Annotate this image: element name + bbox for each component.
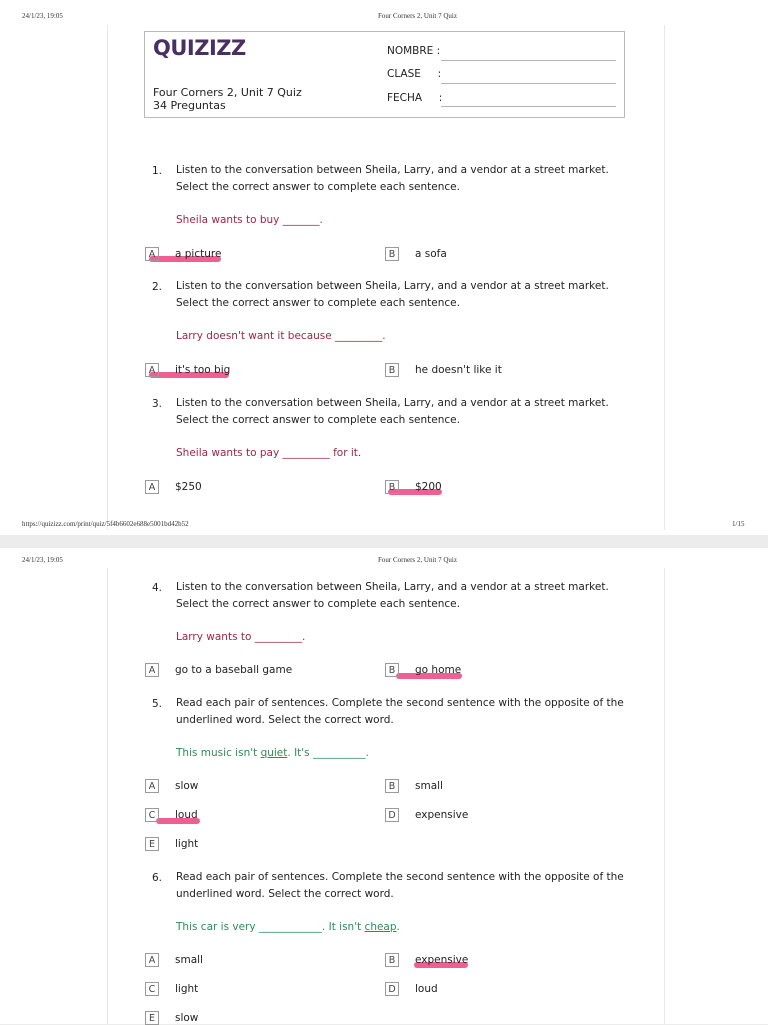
option-c[interactable] <box>145 982 198 996</box>
clase-input-line[interactable] <box>441 83 616 84</box>
option-letter: E <box>145 837 159 851</box>
question-number: 6. <box>152 872 163 884</box>
question-prompt: Sheila wants to pay _________ for it. <box>176 447 362 459</box>
question-count: 34 Preguntas <box>153 99 226 112</box>
question-prompt: Sheila wants to buy _______. <box>176 214 323 226</box>
option-letter: A <box>145 363 159 377</box>
question-prompt <box>176 747 369 759</box>
option-letter: B <box>385 953 399 967</box>
underlined-word: cheap <box>364 921 397 933</box>
option-letter: B <box>385 363 399 377</box>
question-number: 3. <box>152 398 163 410</box>
option-b[interactable] <box>385 480 442 494</box>
question-number: 5. <box>152 698 163 710</box>
print-doc-title: Four Corners 2, Unit 7 Quiz <box>378 556 457 564</box>
option-letter: A <box>145 663 159 677</box>
option-text: expensive <box>415 954 469 966</box>
print-doc-title: Four Corners 2, Unit 7 Quiz <box>378 12 457 20</box>
option-letter: C <box>145 982 159 996</box>
option-text: small <box>415 780 443 792</box>
fecha-input-line[interactable] <box>441 106 616 107</box>
fecha-label: FECHA : <box>387 92 443 104</box>
option-a[interactable] <box>145 480 202 494</box>
quiz-header-box <box>144 31 625 118</box>
option-letter: B <box>385 779 399 793</box>
clase-label: CLASE : <box>387 68 442 80</box>
option-letter: C <box>145 808 159 822</box>
option-letter: A <box>145 953 159 967</box>
print-datetime: 24/1/23, 19:05 <box>22 556 63 564</box>
option-a[interactable] <box>145 663 292 677</box>
option-text: loud <box>415 983 438 995</box>
option-a[interactable] <box>145 363 230 377</box>
question-prompt: Larry wants to _________. <box>176 631 306 643</box>
print-page-number: 1/15 <box>732 520 745 528</box>
quiz-title: Four Corners 2, Unit 7 Quiz <box>153 86 302 99</box>
question-number: 2. <box>152 281 163 293</box>
option-text: slow <box>175 780 199 792</box>
option-b[interactable] <box>385 663 461 677</box>
option-text: he doesn't like it <box>415 364 502 376</box>
option-text: light <box>175 838 199 850</box>
question-text: Listen to the conversation between Sheila, Larry, and a vendor at a street market. Select the correct answer to complete each sentence. <box>176 164 609 193</box>
quiz-title-block <box>153 86 302 112</box>
option-letter: A <box>145 779 159 793</box>
option-e[interactable] <box>145 837 198 851</box>
option-c[interactable] <box>145 808 198 822</box>
option-text: small <box>175 954 203 966</box>
option-a[interactable] <box>145 953 203 967</box>
option-letter: D <box>385 808 399 822</box>
print-url: https://quizizz.com/print/quiz/5f4b6602e688e5001bd42b52 <box>22 520 189 528</box>
option-text: $200 <box>415 481 442 493</box>
option-text: go home <box>415 664 462 676</box>
print-datetime: 24/1/23, 19:05 <box>22 12 63 20</box>
option-b[interactable] <box>385 247 447 261</box>
option-letter: A <box>145 480 159 494</box>
prompt-text: . <box>396 921 400 933</box>
option-text: a picture <box>175 248 222 260</box>
option-a[interactable] <box>145 247 221 261</box>
option-b[interactable] <box>385 779 443 793</box>
option-b[interactable] <box>385 363 502 377</box>
nombre-label: NOMBRE : <box>387 45 441 57</box>
print-page-2 <box>0 548 768 1024</box>
option-letter: B <box>385 480 399 494</box>
option-b[interactable] <box>385 953 468 967</box>
option-letter: A <box>145 247 159 261</box>
nombre-input-line[interactable] <box>441 60 616 61</box>
option-e[interactable] <box>145 1011 198 1025</box>
quizizz-logo: QUIZIZZ <box>153 36 246 60</box>
option-letter: B <box>385 663 399 677</box>
question-text: Listen to the conversation between Sheila, Larry, and a vendor at a street market. Select the correct answer to complete each sentence. <box>176 581 609 610</box>
prompt-text: This car is very ____________. It isn't <box>176 921 365 933</box>
question-prompt <box>176 921 400 933</box>
option-text: $250 <box>175 481 202 493</box>
option-text: it's too big <box>175 364 231 376</box>
option-text: slow <box>175 1012 199 1024</box>
question-number: 4. <box>152 582 163 594</box>
option-letter: B <box>385 247 399 261</box>
option-letter: E <box>145 1011 159 1025</box>
question-number: 1. <box>152 165 163 177</box>
question-text: Listen to the conversation between Sheila, Larry, and a vendor at a street market. Select the correct answer to complete each sentence. <box>176 280 609 309</box>
option-d[interactable] <box>385 808 468 822</box>
option-text: a sofa <box>415 248 447 260</box>
option-letter: D <box>385 982 399 996</box>
option-text: light <box>175 983 199 995</box>
question-text: Listen to the conversation between Sheila, Larry, and a vendor at a street market. Select the correct answer to complete each sentence. <box>176 397 609 426</box>
option-text: expensive <box>415 809 469 821</box>
prompt-text: . It's __________. <box>287 747 369 759</box>
option-text: go to a baseball game <box>175 664 293 676</box>
prompt-text: This music isn't <box>176 747 261 759</box>
option-text: loud <box>175 809 198 821</box>
question-text: Read each pair of sentences. Complete the second sentence with the opposite of the underlined word. Select the correct word. <box>176 697 624 726</box>
option-d[interactable] <box>385 982 438 996</box>
underlined-word: quiet <box>260 747 288 759</box>
question-text: Read each pair of sentences. Complete the second sentence with the opposite of the underlined word. Select the correct word. <box>176 871 624 900</box>
option-a[interactable] <box>145 779 198 793</box>
question-prompt: Larry doesn't want it because _________. <box>176 330 386 342</box>
